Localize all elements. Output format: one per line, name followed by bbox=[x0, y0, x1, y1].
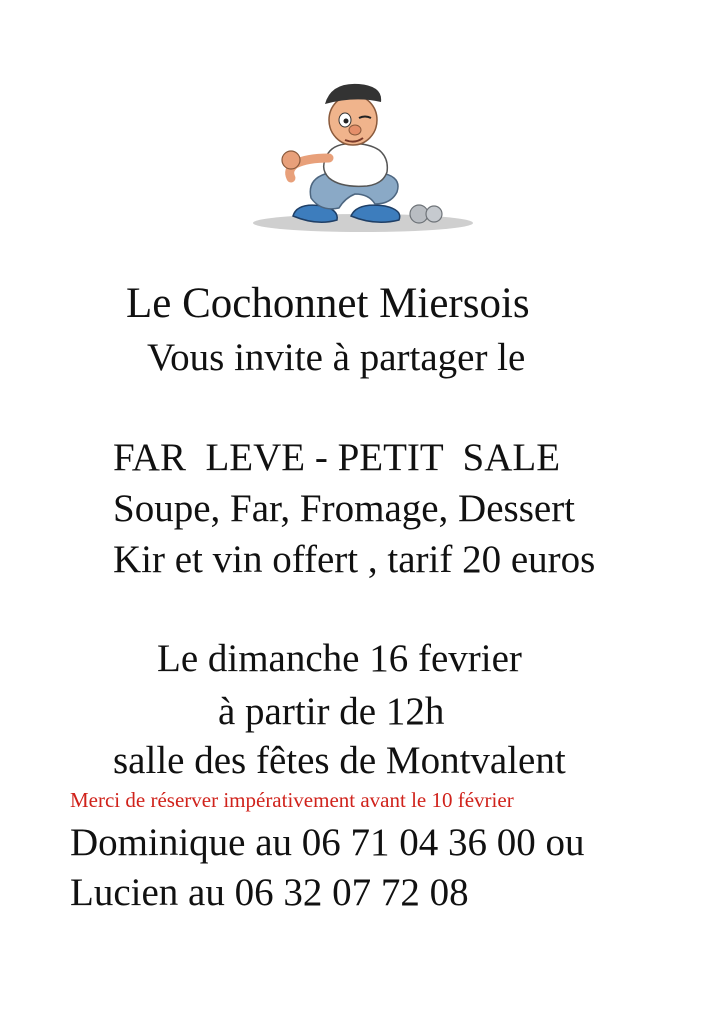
boule-1 bbox=[410, 205, 428, 223]
hand-boule bbox=[282, 151, 300, 169]
shirt bbox=[324, 144, 388, 187]
nose bbox=[349, 125, 361, 135]
invite-line: Vous invite à partager le bbox=[147, 336, 526, 379]
event-name: FAR LEVE - PETIT SALE bbox=[113, 436, 561, 479]
left-pupil bbox=[344, 119, 349, 124]
boule-2 bbox=[426, 206, 442, 222]
contact-dominique: Dominique au 06 71 04 36 00 ou bbox=[70, 821, 585, 864]
menu-line: Soupe, Far, Fromage, Dessert bbox=[113, 487, 576, 530]
reservation-note: Merci de réserver impérativement avant le 10 février bbox=[70, 788, 514, 812]
venue-line: salle des fêtes de Montvalent bbox=[113, 739, 566, 782]
head bbox=[329, 95, 377, 145]
contact-lucien: Lucien au 06 32 07 72 08 bbox=[70, 871, 469, 914]
club-title: Le Cochonnet Miersois bbox=[126, 280, 530, 327]
date-line: Le dimanche 16 fevrier bbox=[157, 637, 522, 680]
petanque-player-illustration bbox=[241, 68, 485, 246]
offer-line: Kir et vin offert , tarif 20 euros bbox=[113, 538, 596, 581]
time-line: à partir de 12h bbox=[218, 690, 445, 733]
